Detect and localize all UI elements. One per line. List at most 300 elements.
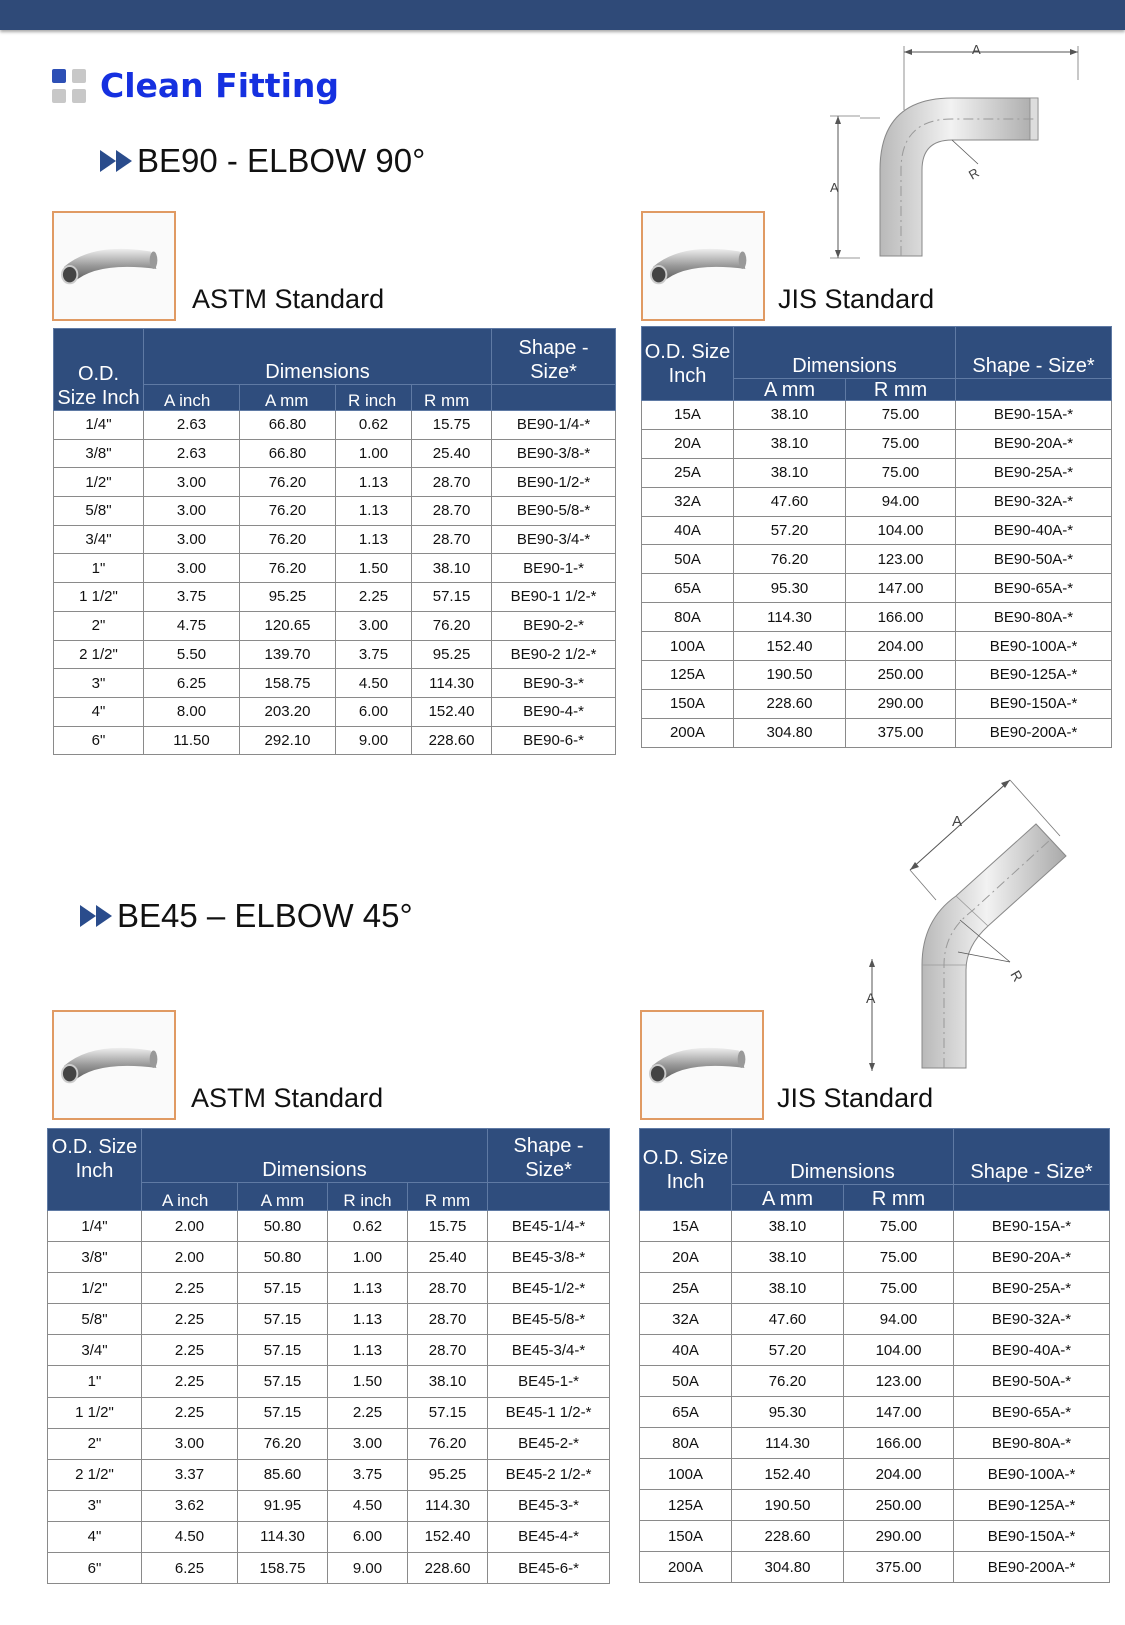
grid-icon (52, 69, 86, 103)
table-cell: 104.00 (846, 516, 956, 545)
header-od: O.D. Size Inch (48, 1129, 142, 1211)
table-cell: 125A (642, 661, 734, 690)
table-cell: 3/4" (48, 1335, 142, 1366)
table-cell: 75.00 (846, 429, 956, 458)
table-cell: BE90-40A-* (956, 516, 1112, 545)
table-cell: BE45-1/2-* (488, 1273, 610, 1304)
table-cell: 4.75 (144, 611, 240, 640)
table-row (640, 1335, 1110, 1366)
table-cell: 6" (54, 726, 144, 755)
header-r-inch: R inch (336, 385, 412, 411)
table-cell: 65A (640, 1397, 732, 1428)
table-cell: 66.80 (240, 439, 336, 468)
section-title-be45 (78, 897, 413, 935)
table-cell: 4" (48, 1521, 142, 1552)
table-row (54, 554, 616, 583)
table-cell: 152.40 (734, 632, 846, 661)
table-cell: 28.70 (412, 497, 492, 526)
table-cell: 38.10 (732, 1273, 844, 1304)
table-row (640, 1366, 1110, 1397)
table-cell: 5/8" (54, 497, 144, 526)
table-cell: 57.15 (238, 1397, 328, 1428)
table-cell: 114.30 (412, 669, 492, 698)
table-cell: 147.00 (846, 574, 956, 603)
table-cell: BE90-3/4-* (492, 525, 616, 554)
section-title-be45-text: BE45 – ELBOW 45° (117, 897, 413, 934)
table-cell: 1/4" (48, 1211, 142, 1242)
table-row (54, 583, 616, 612)
table-cell: 95.25 (240, 583, 336, 612)
table-cell: BE90-100A-* (954, 1459, 1110, 1490)
astm-standard-label: ASTM Standard (192, 284, 385, 314)
table-cell: 28.70 (412, 468, 492, 497)
table-cell: 75.00 (846, 401, 956, 430)
elbow-45-astm-photo (52, 1010, 176, 1120)
dim-a-top-label: A (972, 42, 981, 57)
table-row (48, 1273, 610, 1304)
header-a-inch: A inch (144, 385, 240, 411)
top-bar (0, 0, 1125, 30)
table-cell: 75.00 (844, 1273, 954, 1304)
table-cell: 95.30 (732, 1397, 844, 1428)
table-cell: 76.20 (408, 1428, 488, 1459)
table-cell: BE45-1/4-* (488, 1211, 610, 1242)
astm-standard-label: ASTM Standard (191, 1083, 384, 1113)
table-cell: 85.60 (238, 1459, 328, 1490)
table-row (48, 1366, 610, 1397)
table-cell: 203.20 (240, 697, 336, 726)
header-r-mm: R mm (412, 385, 492, 411)
table-cell: 32A (642, 487, 734, 516)
header-r-inch: R inch (328, 1183, 408, 1211)
table-cell: BE90-100A-* (956, 632, 1112, 661)
table-row (642, 689, 1112, 718)
header-r-mm: R mm (846, 379, 956, 401)
table-row (642, 632, 1112, 661)
table-row (640, 1490, 1110, 1521)
table-cell: BE45-1-* (488, 1366, 610, 1397)
table-cell: 123.00 (846, 545, 956, 574)
header-od: O.D. Size Inch (54, 329, 144, 411)
header-od: O.D. Size Inch (642, 327, 734, 401)
table-cell: 38.10 (734, 401, 846, 430)
table-cell: 1.13 (336, 468, 412, 497)
table-cell: 76.20 (732, 1366, 844, 1397)
table-cell: 57.20 (732, 1335, 844, 1366)
table-row (640, 1397, 1110, 1428)
table-row (54, 669, 616, 698)
table-row (54, 726, 616, 755)
table-cell: BE45-2-* (488, 1428, 610, 1459)
table-cell: 95.25 (408, 1459, 488, 1490)
table-cell: 94.00 (844, 1304, 954, 1335)
table-cell: 50.80 (238, 1211, 328, 1242)
table-cell: 40A (642, 516, 734, 545)
header-shape: Shape - Size* (492, 329, 616, 385)
table-cell: BE90-1-* (492, 554, 616, 583)
table-cell: 3.75 (328, 1459, 408, 1490)
table-cell: BE45-3/4-* (488, 1335, 610, 1366)
table-row (642, 574, 1112, 603)
header-r-mm: R mm (408, 1183, 488, 1211)
table-cell: 38.10 (412, 554, 492, 583)
elbow-90-diagram (860, 40, 1100, 270)
table-cell: 25A (640, 1273, 732, 1304)
dim-r-label: R (1007, 967, 1027, 985)
table-row (642, 545, 1112, 574)
elbow-photo-icon (642, 1012, 762, 1118)
table-cell: 2.63 (144, 411, 240, 440)
table-cell: BE90-50A-* (954, 1366, 1110, 1397)
table-cell: 4.50 (142, 1521, 238, 1552)
table-cell: BE90-20A-* (954, 1242, 1110, 1273)
table-cell: 66.80 (240, 411, 336, 440)
table-cell: 47.60 (734, 487, 846, 516)
table-cell: 76.20 (412, 611, 492, 640)
elbow-photo-icon (643, 213, 763, 319)
table-row (54, 611, 616, 640)
table-cell: BE90-3-* (492, 669, 616, 698)
table-row (54, 497, 616, 526)
table-cell: 32A (640, 1304, 732, 1335)
table-cell: BE90-4-* (492, 697, 616, 726)
table-row (642, 487, 1112, 516)
brand-header (52, 66, 339, 105)
table-row (48, 1397, 610, 1428)
table-row (48, 1428, 610, 1459)
header-a-inch: A inch (142, 1183, 238, 1211)
table-cell: 3.00 (142, 1428, 238, 1459)
table-cell: 0.62 (336, 411, 412, 440)
table-cell: BE90-125A-* (956, 661, 1112, 690)
table-cell: BE90-150A-* (954, 1521, 1110, 1552)
be90-astm-table (53, 328, 616, 755)
table-cell: 0.62 (328, 1211, 408, 1242)
table-cell: 228.60 (412, 726, 492, 755)
table-cell: BE90-6-* (492, 726, 616, 755)
table-cell: 114.30 (734, 603, 846, 632)
table-cell: 2 1/2" (48, 1459, 142, 1490)
header-dimensions: Dimensions (732, 1129, 954, 1185)
table-cell: 6.25 (144, 669, 240, 698)
table-cell: 150A (640, 1521, 732, 1552)
table-cell: 76.20 (240, 554, 336, 583)
table-cell: 200A (640, 1552, 732, 1583)
table-row (640, 1459, 1110, 1490)
table-cell: 158.75 (240, 669, 336, 698)
table-cell: 47.60 (732, 1304, 844, 1335)
table-cell: 38.10 (408, 1366, 488, 1397)
table-cell: 15.75 (412, 411, 492, 440)
table-cell: 3.00 (144, 497, 240, 526)
table-cell: 3/4" (54, 525, 144, 554)
table-cell: 1.13 (328, 1273, 408, 1304)
table-cell: 190.50 (734, 661, 846, 690)
table-cell: 76.20 (240, 497, 336, 526)
table-cell: BE90-65A-* (954, 1397, 1110, 1428)
table-cell: 28.70 (408, 1273, 488, 1304)
table-cell: 250.00 (844, 1490, 954, 1521)
table-cell: 57.15 (238, 1366, 328, 1397)
table-cell: 76.20 (238, 1428, 328, 1459)
table-cell: 94.00 (846, 487, 956, 516)
elbow-45-diagram (860, 770, 1100, 1070)
table-cell: BE90-125A-* (954, 1490, 1110, 1521)
header-dimensions: Dimensions (144, 329, 492, 385)
table-cell: 147.00 (844, 1397, 954, 1428)
table-cell: 6.00 (328, 1521, 408, 1552)
table-cell: 76.20 (734, 545, 846, 574)
table-row (48, 1553, 610, 1584)
table-cell: 75.00 (846, 458, 956, 487)
table-cell: 190.50 (732, 1490, 844, 1521)
table-cell: BE90-32A-* (954, 1304, 1110, 1335)
be45-jis-table (639, 1128, 1110, 1583)
header-shape: Shape - Size* (956, 327, 1112, 379)
table-cell: 6" (48, 1553, 142, 1584)
table-cell: 204.00 (846, 632, 956, 661)
table-cell: BE90-1 1/2-* (492, 583, 616, 612)
table-cell: BE45-3-* (488, 1490, 610, 1521)
table-cell: 1/4" (54, 411, 144, 440)
table-cell: 6.25 (142, 1553, 238, 1584)
table-cell: BE45-3/8-* (488, 1242, 610, 1273)
table-cell: 3.00 (336, 611, 412, 640)
table-cell: 80A (642, 603, 734, 632)
table-cell: BE90-80A-* (954, 1428, 1110, 1459)
elbow-90-a-dimension (820, 112, 860, 262)
table-cell: 1 1/2" (54, 583, 144, 612)
table-cell: 3/8" (48, 1242, 142, 1273)
table-cell: 15A (642, 401, 734, 430)
table-cell: BE90-200A-* (956, 718, 1112, 747)
table-cell: 80A (640, 1428, 732, 1459)
table-row (54, 525, 616, 554)
table-cell: 375.00 (844, 1552, 954, 1583)
table-cell: 4" (54, 697, 144, 726)
table-cell: 304.80 (734, 718, 846, 747)
table-cell: 2.00 (142, 1211, 238, 1242)
table-cell: BE90-25A-* (954, 1273, 1110, 1304)
table-cell: 57.15 (238, 1273, 328, 1304)
table-cell: 38.10 (732, 1211, 844, 1242)
table-cell: BE90-1/2-* (492, 468, 616, 497)
table-cell: 40A (640, 1335, 732, 1366)
table-cell: 76.20 (240, 525, 336, 554)
table-cell: 2" (54, 611, 144, 640)
header-a-mm: A mm (732, 1185, 844, 1211)
table-cell: 290.00 (846, 689, 956, 718)
table-cell: 3/8" (54, 439, 144, 468)
table-cell: 9.00 (336, 726, 412, 755)
table-row (48, 1304, 610, 1335)
table-cell: 3.75 (144, 583, 240, 612)
table-cell: BE90-15A-* (956, 401, 1112, 430)
table-cell: BE90-3/8-* (492, 439, 616, 468)
table-row (48, 1242, 610, 1273)
table-cell: 75.00 (844, 1211, 954, 1242)
header-a-mm: A mm (734, 379, 846, 401)
table-cell: 25.40 (408, 1242, 488, 1273)
table-cell: 120.65 (240, 611, 336, 640)
table-cell: 3.00 (328, 1428, 408, 1459)
double-arrow-icon (98, 150, 134, 172)
header-a-mm: A mm (238, 1183, 328, 1211)
dim-r-label: R (966, 164, 982, 183)
table-row (48, 1459, 610, 1490)
table-cell: 50A (642, 545, 734, 574)
table-cell: BE90-200A-* (954, 1552, 1110, 1583)
table-cell: 3.00 (144, 468, 240, 497)
table-row (48, 1211, 610, 1242)
table-cell: 2.25 (142, 1397, 238, 1428)
table-row (640, 1242, 1110, 1273)
table-cell: BE90-50A-* (956, 545, 1112, 574)
table-row (642, 429, 1112, 458)
table-cell: 228.60 (734, 689, 846, 718)
elbow-45-a-dimension (858, 955, 888, 1075)
table-cell: BE90-150A-* (956, 689, 1112, 718)
header-a-mm: A mm (240, 385, 336, 411)
table-cell: 2.63 (144, 439, 240, 468)
table-row (54, 640, 616, 669)
table-cell: 5.50 (144, 640, 240, 669)
table-cell: 1" (48, 1366, 142, 1397)
header-shape: Shape - Size* (488, 1129, 610, 1183)
table-cell: 139.70 (240, 640, 336, 669)
table-cell: 91.95 (238, 1490, 328, 1521)
table-cell: BE45-5/8-* (488, 1304, 610, 1335)
table-cell: 38.10 (732, 1242, 844, 1273)
table-cell: BE45-6-* (488, 1553, 610, 1584)
table-row (54, 411, 616, 440)
table-cell: 57.15 (408, 1397, 488, 1428)
table-cell: BE90-15A-* (954, 1211, 1110, 1242)
section-title-be90 (98, 142, 425, 180)
page-title: Clean Fitting (100, 66, 339, 105)
table-row (640, 1521, 1110, 1552)
elbow-photo-icon (54, 213, 174, 319)
table-cell: 100A (642, 632, 734, 661)
table-cell: BE90-2 1/2-* (492, 640, 616, 669)
double-arrow-icon (78, 905, 114, 927)
table-cell: 25A (642, 458, 734, 487)
table-cell: 15A (640, 1211, 732, 1242)
table-cell: 2.25 (142, 1335, 238, 1366)
table-cell: 57.20 (734, 516, 846, 545)
table-cell: 3.62 (142, 1490, 238, 1521)
table-cell: 228.60 (408, 1553, 488, 1584)
table-cell: 200A (642, 718, 734, 747)
table-cell: 2.00 (142, 1242, 238, 1273)
table-cell: 123.00 (844, 1366, 954, 1397)
elbow-90-astm-photo (52, 211, 176, 321)
table-row (54, 697, 616, 726)
table-cell: 1.13 (336, 497, 412, 526)
table-cell: 38.10 (734, 429, 846, 458)
table-cell: 104.00 (844, 1335, 954, 1366)
elbow-photo-icon (54, 1012, 174, 1118)
table-cell: BE90-32A-* (956, 487, 1112, 516)
table-cell: 2" (48, 1428, 142, 1459)
table-cell: BE90-5/8-* (492, 497, 616, 526)
table-cell: 3.75 (336, 640, 412, 669)
table-cell: 28.70 (412, 525, 492, 554)
table-row (640, 1552, 1110, 1583)
table-cell: BE90-1/4-* (492, 411, 616, 440)
table-cell: 2.25 (142, 1273, 238, 1304)
section-title-be90-text: BE90 - ELBOW 90° (137, 142, 426, 179)
jis-standard-label: JIS Standard (777, 1083, 934, 1113)
table-cell: 65A (642, 574, 734, 603)
elbow-90-jis-photo (641, 211, 765, 321)
table-cell: 3" (54, 669, 144, 698)
table-cell: 50.80 (238, 1242, 328, 1273)
table-cell: 2 1/2" (54, 640, 144, 669)
table-cell: 150A (642, 689, 734, 718)
table-cell: 50A (640, 1366, 732, 1397)
table-row (640, 1273, 1110, 1304)
table-cell: 28.70 (408, 1335, 488, 1366)
table-cell: 152.40 (732, 1459, 844, 1490)
dim-a-side-label: A (830, 180, 839, 195)
be45-astm-table (47, 1128, 610, 1584)
table-cell: 1/2" (54, 468, 144, 497)
table-row (48, 1521, 610, 1552)
table-cell: 38.10 (734, 458, 846, 487)
table-row (642, 516, 1112, 545)
table-cell: 4.50 (336, 669, 412, 698)
table-cell: 114.30 (238, 1521, 328, 1552)
table-cell: 166.00 (846, 603, 956, 632)
table-cell: 20A (640, 1242, 732, 1273)
table-cell: 114.30 (408, 1490, 488, 1521)
table-cell: 5/8" (48, 1304, 142, 1335)
table-cell: BE90-40A-* (954, 1335, 1110, 1366)
table-cell: 2.25 (328, 1397, 408, 1428)
table-cell: 2.25 (142, 1366, 238, 1397)
table-row (640, 1304, 1110, 1335)
table-cell: 158.75 (238, 1553, 328, 1584)
table-cell: 250.00 (846, 661, 956, 690)
table-cell: 6.00 (336, 697, 412, 726)
table-cell: 76.20 (240, 468, 336, 497)
dim-a-diag-label: A (952, 813, 963, 830)
table-cell: BE90-20A-* (956, 429, 1112, 458)
table-cell: 8.00 (144, 697, 240, 726)
table-cell: 100A (640, 1459, 732, 1490)
table-row (642, 718, 1112, 747)
table-cell: BE45-4-* (488, 1521, 610, 1552)
table-cell: 1.00 (336, 439, 412, 468)
table-cell: 57.15 (238, 1304, 328, 1335)
table-cell: 75.00 (844, 1242, 954, 1273)
table-cell: 57.15 (412, 583, 492, 612)
table-row (48, 1335, 610, 1366)
table-cell: 204.00 (844, 1459, 954, 1490)
table-cell: 152.40 (408, 1521, 488, 1552)
table-cell: 1.50 (336, 554, 412, 583)
table-cell: 290.00 (844, 1521, 954, 1552)
table-cell: BE90-2-* (492, 611, 616, 640)
table-cell: 3.00 (144, 525, 240, 554)
table-cell: 3.37 (142, 1459, 238, 1490)
table-cell: 152.40 (412, 697, 492, 726)
table-row (642, 661, 1112, 690)
be90-jis-table (641, 326, 1112, 748)
table-cell: 1.13 (336, 525, 412, 554)
table-cell: BE90-80A-* (956, 603, 1112, 632)
